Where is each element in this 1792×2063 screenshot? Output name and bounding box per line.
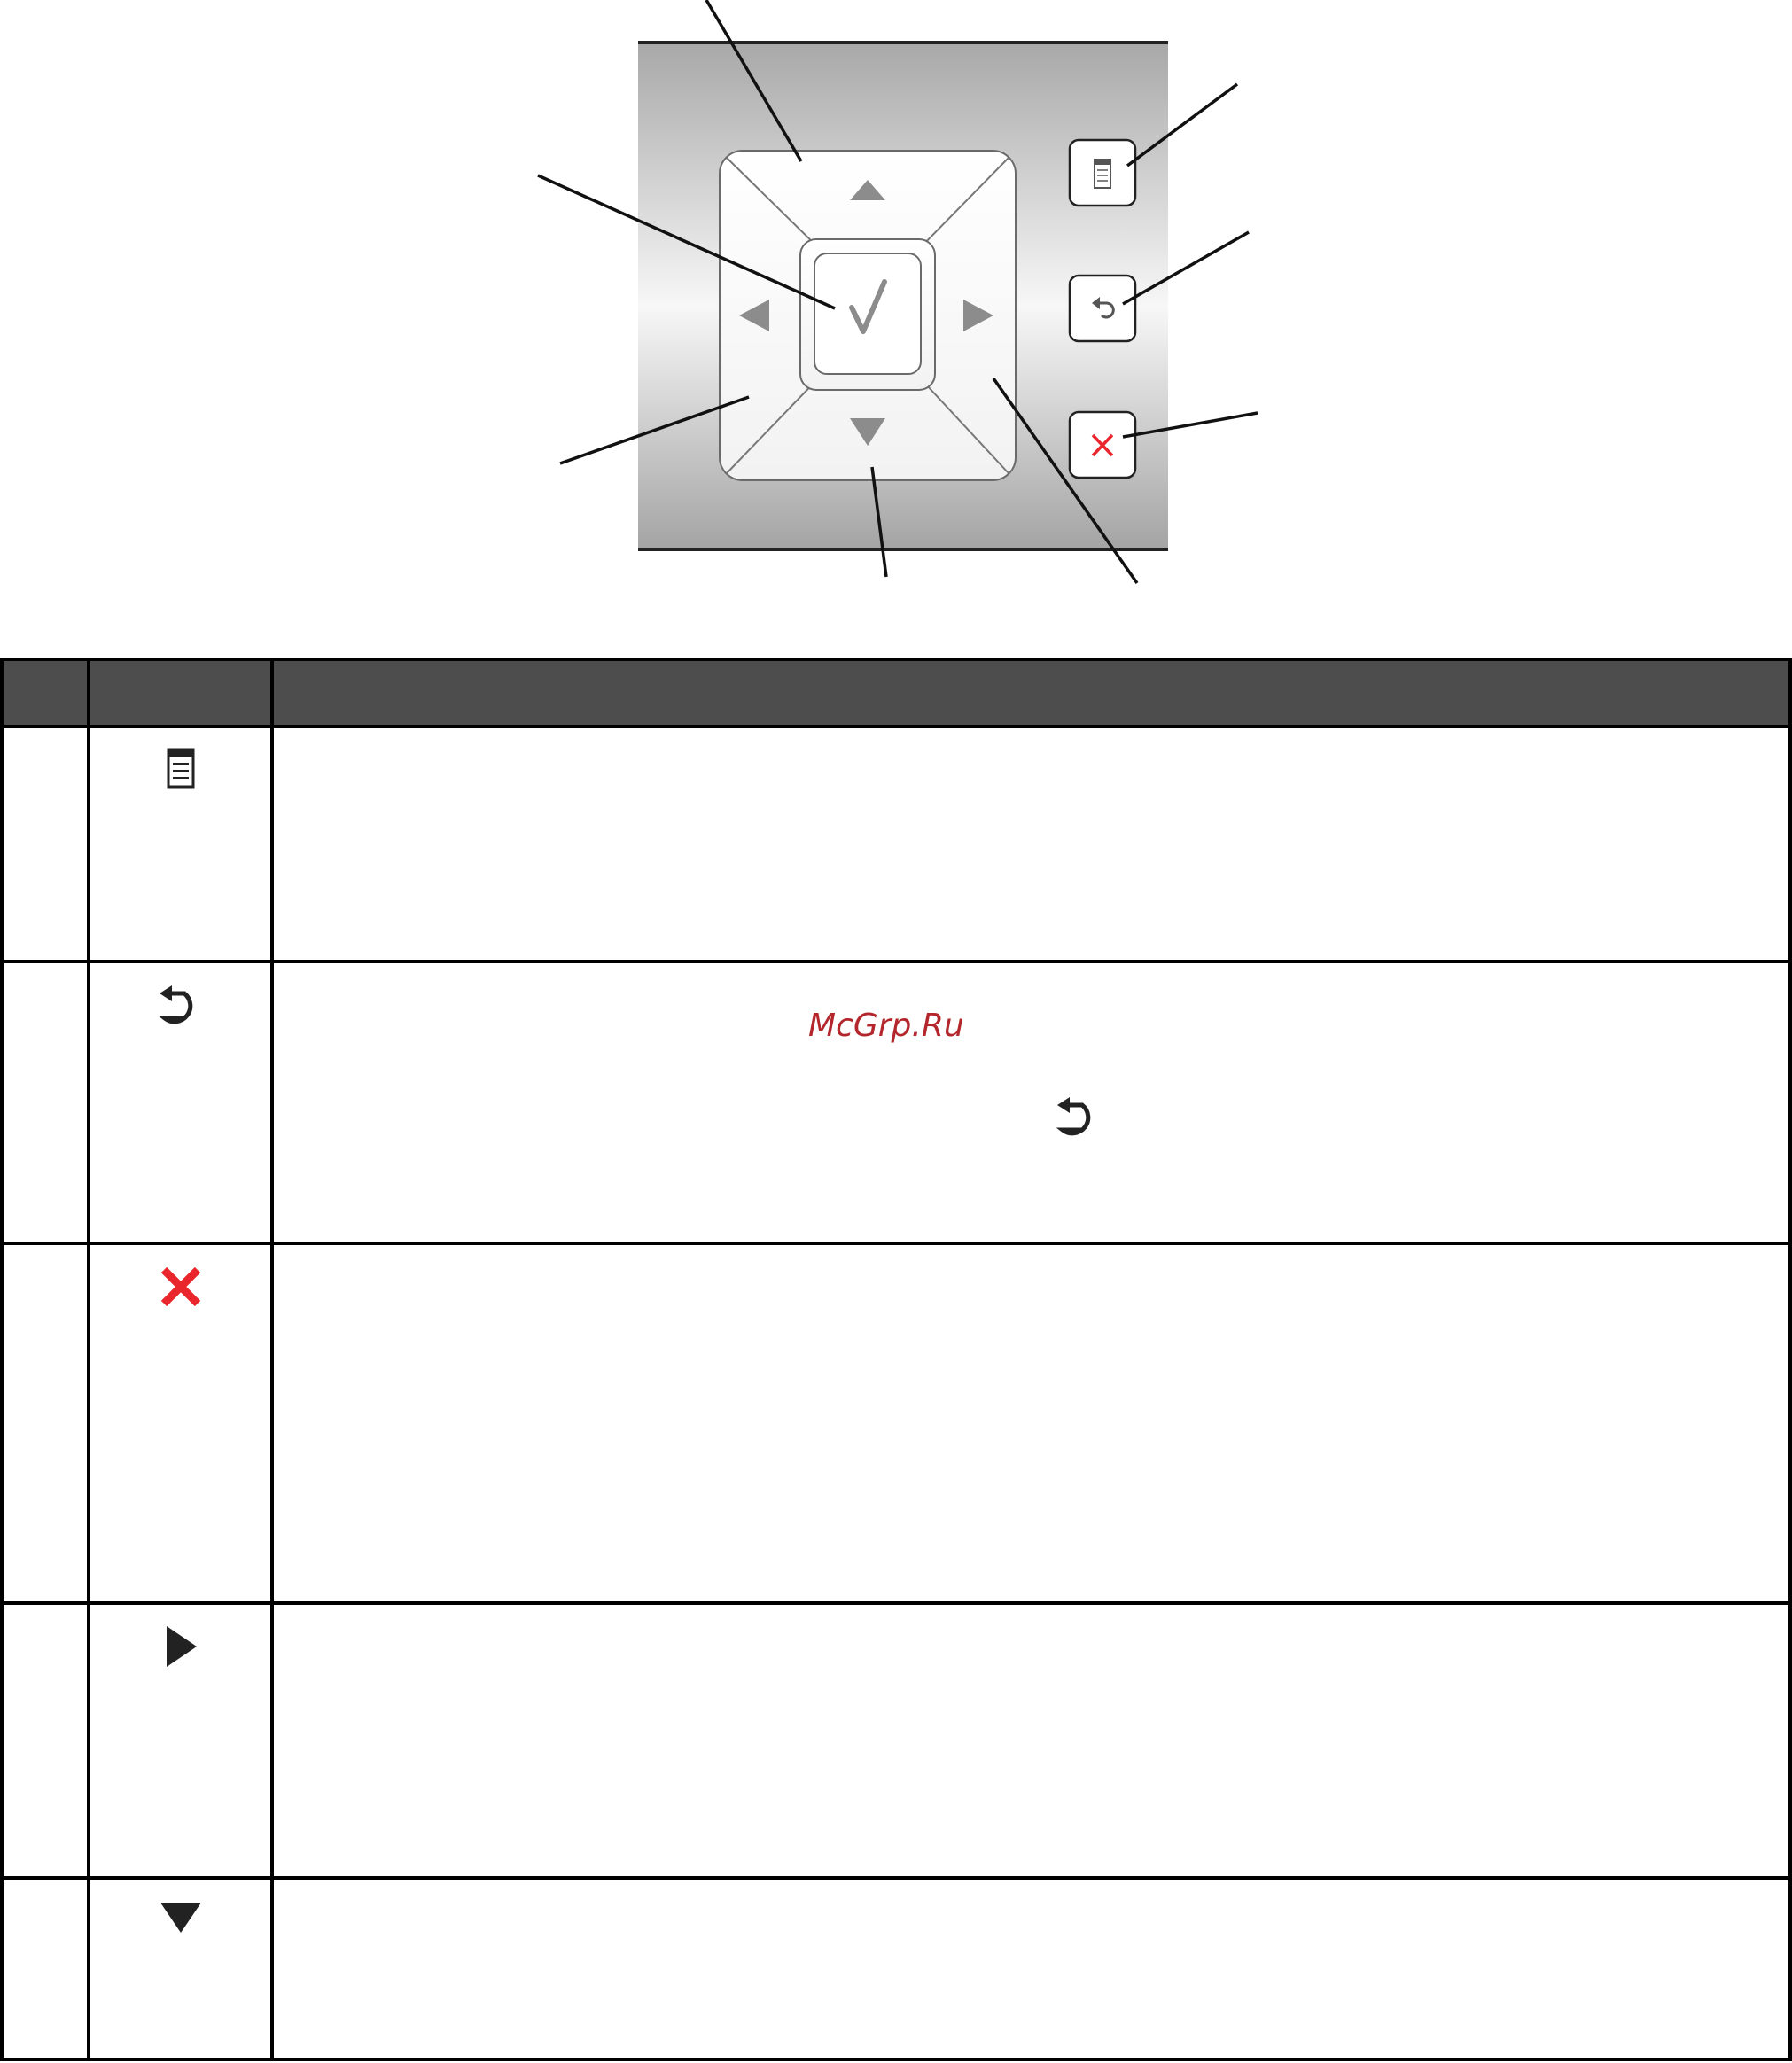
- row-description-cell: [272, 961, 1790, 1243]
- row-description-cell: [272, 1243, 1790, 1603]
- menu-button[interactable]: [1070, 140, 1135, 206]
- arrow-right-icon: [163, 1624, 199, 1669]
- row-number-cell: [2, 1878, 89, 2059]
- select-button[interactable]: [800, 239, 935, 390]
- button-description-table: [0, 658, 1792, 2061]
- menu-icon: [167, 748, 195, 789]
- back-icon: [158, 983, 204, 1027]
- cancel-x-icon: [159, 1265, 203, 1309]
- row-icon-cell: [89, 727, 272, 961]
- table-row: [2, 961, 1790, 1243]
- watermark-text: McGrp.Ru: [808, 1008, 964, 1044]
- row-description-cell: [272, 727, 1790, 961]
- row-description-cell: [272, 1603, 1790, 1878]
- row-number-cell: [2, 961, 89, 1243]
- header-cell-button: [89, 659, 272, 727]
- table-row: [2, 1243, 1790, 1603]
- row-icon-cell: [89, 1603, 272, 1878]
- cancel-button[interactable]: [1070, 412, 1135, 478]
- table-row: [2, 1603, 1790, 1878]
- control-panel-diagram: [0, 0, 1792, 603]
- row-number-cell: [2, 1603, 89, 1878]
- row-icon-cell: [89, 1878, 272, 2059]
- back-button[interactable]: [1070, 276, 1135, 341]
- back-icon: [1056, 1094, 1102, 1139]
- table-row: [2, 727, 1790, 961]
- arrow-down-icon: [159, 1899, 203, 1935]
- row-description-cell: [272, 1878, 1790, 2059]
- header-cell-number: [2, 659, 89, 727]
- table-row: [2, 1878, 1790, 2059]
- row-icon-cell: [89, 1243, 272, 1603]
- row-icon-cell: [89, 961, 272, 1243]
- row-number-cell: [2, 727, 89, 961]
- header-cell-description: [272, 659, 1790, 727]
- table-header-row: [2, 659, 1790, 727]
- row-number-cell: [2, 1243, 89, 1603]
